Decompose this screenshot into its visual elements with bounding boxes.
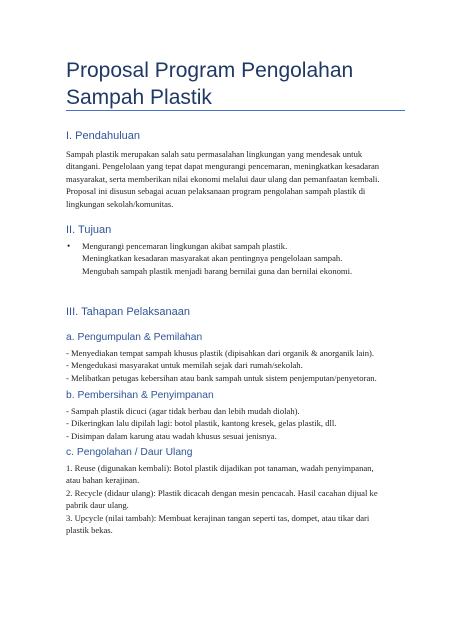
text-line: lingkungan sekolah/komunitas. <box>66 198 174 209</box>
text-line: ditangani. Pengelolaan yang tepat dapat mengurangi pencemaran, meningkatkan kesadaran <box>66 161 380 172</box>
list-item: 1. Reuse (digunakan kembali): Botol plastik dijadikan pot tanaman, wadah penyimpanan, <box>66 463 374 473</box>
list-item: 3. Upcycle (nilai tambah): Membuat kerajinan tangan seperti tas, dompet, atau tikar dari <box>66 512 370 523</box>
list-item: atau bahan kerajinan. <box>66 475 140 486</box>
list-item: - Melibatkan petugas kebersihan atau bank sampah untuk sistem penjemputan/penyetoran. <box>66 372 377 383</box>
title-underline <box>66 110 405 111</box>
list-item: 2. Recycle (didaur ulang): Plastik dicacah dengan mesin pencacah. Hasil cacahan dijual ke <box>66 487 378 498</box>
heading-tujuan: II. Tujuan <box>66 224 112 236</box>
list-pengolahan <box>66 462 378 536</box>
list-item: - Sampah plastik dicuci (agar tidak berbau dan lebih mudah diolah). <box>66 406 300 416</box>
list-tujuan <box>82 240 352 277</box>
list-item: pabrik daur ulang. <box>66 500 129 511</box>
list-item: - Menyediakan tempat sampah khusus plastik (dipisahkan dari organik & anorganik lain). <box>66 348 375 358</box>
text-line: masyarakat, serta memberikan nilai ekonomi melalui daur ulang dan pemanfaatan kembali. <box>66 173 380 184</box>
heading-pendahuluan: I. Pendahuluan <box>66 130 141 142</box>
text-line: Sampah plastik merupakan salah satu permasalahan lingkungan yang mendesak untuk <box>66 149 363 159</box>
list-pengumpulan <box>66 347 377 384</box>
heading-tahapan: III. Tahapan Pelaksanaan <box>66 306 190 318</box>
subheading-pengumpulan: a. Pengumpulan & Pemilahan <box>66 332 203 343</box>
list-item: - Disimpan dalam karung atau wadah khusus sesuai jenisnya. <box>66 430 277 441</box>
list-item: - Mengedukasi masyarakat untuk memilah sejak dari rumah/sekolah. <box>66 360 303 371</box>
list-item: Mengubah sampah plastik menjadi barang bernilai guna dan bernilai ekonomi. <box>82 265 353 276</box>
text-line: Proposal ini disusun sebagai acuan pelaksanaan program pengolahan sampah plastik di <box>66 186 366 197</box>
list-item: - Dikeringkan lalu dipilah lagi: botol plastik, kantong kresek, gelas plastik, dll. <box>66 418 337 429</box>
subheading-pembersihan: b. Pembersihan & Penyimpanan <box>66 390 214 401</box>
bullet-icon: • <box>67 241 71 251</box>
paragraph-pendahuluan <box>66 148 411 210</box>
document-title: Proposal Program Pengolahan Sampah Plastik <box>66 59 354 109</box>
list-item: plastik bekas. <box>66 525 113 536</box>
list-pembersihan <box>66 405 336 442</box>
list-item: Mengurangi pencemaran lingkungan akibat sampah plastik. <box>82 241 288 251</box>
subheading-pengolahan: c. Pengolahan / Daur Ulang <box>66 447 193 458</box>
list-item: Meningkatkan kesadaran masyarakat akan pentingnya pengelolaan sampah. <box>82 253 343 264</box>
